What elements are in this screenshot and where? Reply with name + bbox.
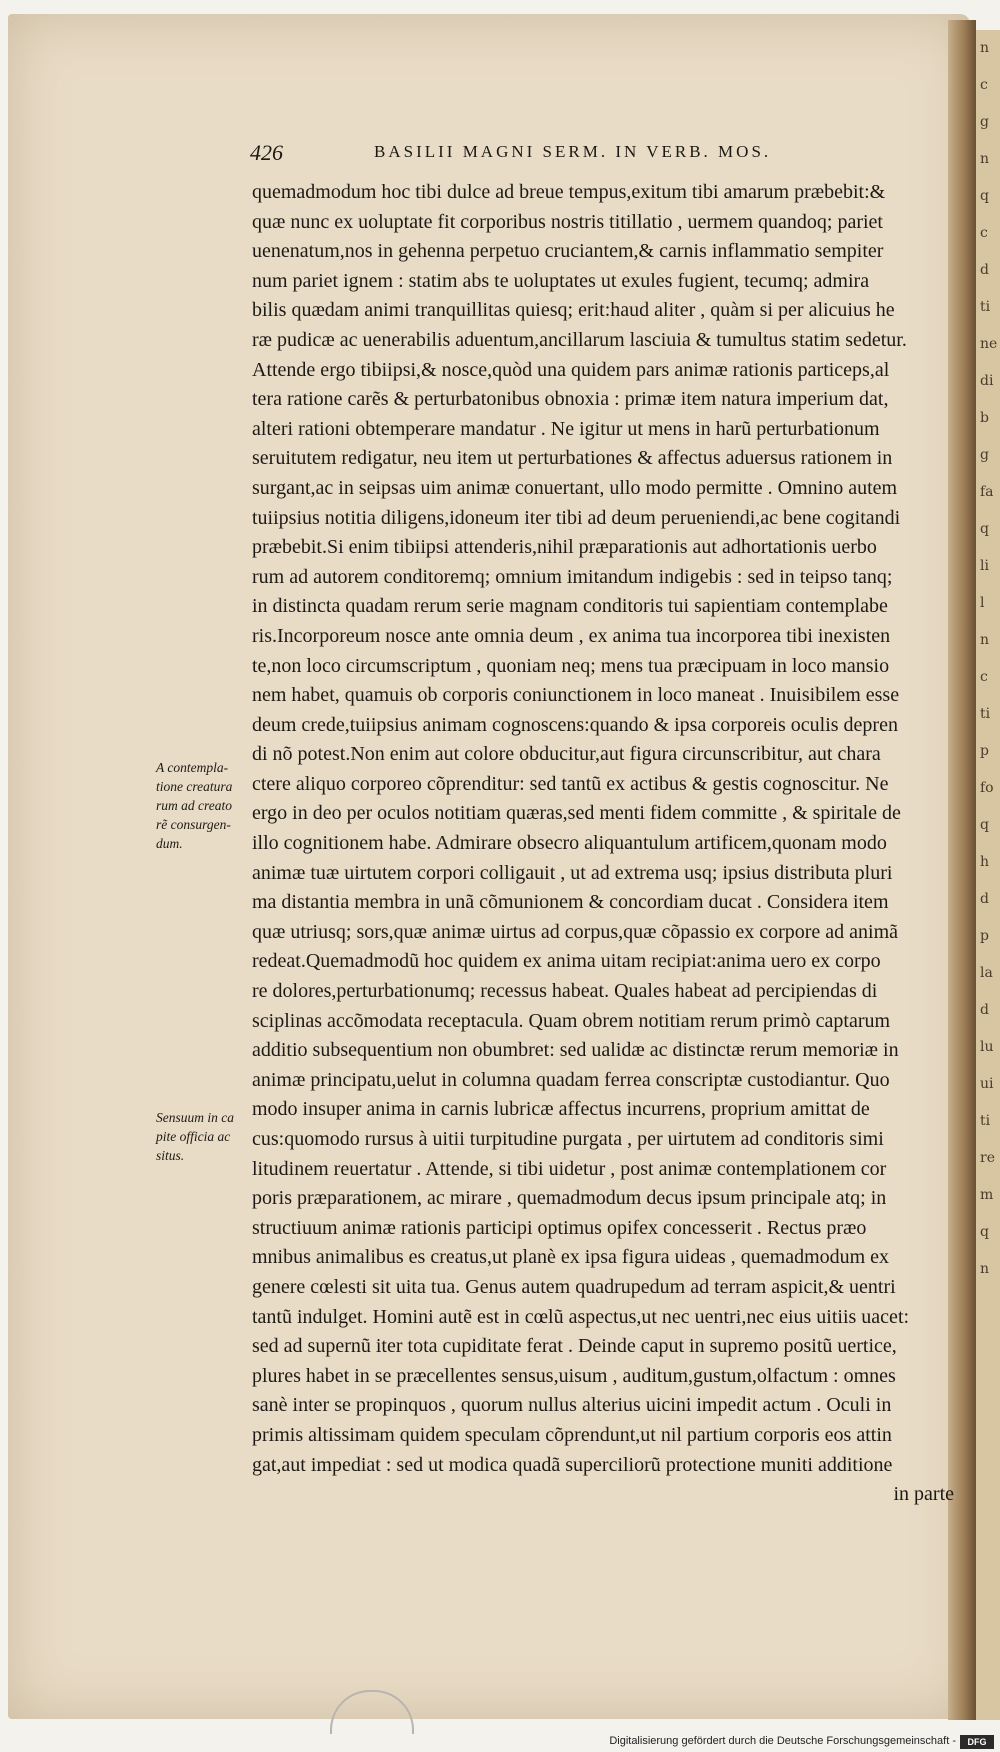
next-page-fragment: d bbox=[980, 262, 989, 278]
text-line: mnibus animalibus es creatus,ut planè ex ipsa figura uideas , quemadmodum ex bbox=[252, 1246, 890, 1269]
text-line: rum ad autorem conditoremq; omnium imitandum indigebis : sed in teipso tanq; bbox=[252, 565, 893, 588]
text-line: tantũ indulget. Homini autẽ est in cœlũ aspectus,ut nec uentri,nec eius uitiis uacet: bbox=[252, 1305, 910, 1328]
margin-note-line: situs. bbox=[156, 1148, 185, 1163]
next-page-fragment: b bbox=[980, 410, 989, 426]
next-page-fragment: ne bbox=[980, 336, 998, 352]
text-line: ris.Incorporeum nosce ante omnia deum , ex anima tua incorporea tibi inexisten bbox=[252, 624, 891, 647]
next-page-fragment: p bbox=[980, 928, 989, 944]
next-page-fragment: m bbox=[980, 1187, 994, 1203]
next-page-fragment: d bbox=[980, 1002, 989, 1018]
text-line: re dolores,perturbationumq; recessus habeat. Quales habeat ad percipiendas di bbox=[252, 980, 878, 1003]
next-page-fragment: ui bbox=[980, 1076, 994, 1092]
margin-note-senses bbox=[156, 1108, 260, 1165]
margin-note-line: Sensuum in ca bbox=[156, 1110, 234, 1125]
margin-note-contemplation bbox=[156, 758, 260, 853]
text-line: cus:quomodo rursus à uitii turpitudine purgata , per uirtutem ad conditoris simi bbox=[252, 1128, 884, 1150]
text-line: alteri rationi obtemperare mandatur . Ne igitur ut mens in harũ perturbationum bbox=[252, 417, 880, 440]
next-page-fragment: fo bbox=[980, 780, 994, 796]
next-page-fragment: di bbox=[980, 373, 994, 389]
text-line: quæ utriusq; sors,quæ animæ uirtus ad corpus,quæ cõpassio ex corpore ad animã bbox=[252, 920, 899, 943]
running-title: BASILII MAGNI SERM. IN VERB. MOS. bbox=[374, 142, 772, 161]
text-line: uenenatum,nos in gehenna perpetuo cruciantem,& carnis inflammatio sempiter bbox=[252, 240, 884, 263]
footer-credit: Digitalisierung gefördert durch die Deutsche Forschungsgemeinschaft - bbox=[609, 1735, 956, 1747]
next-page-fragment: n bbox=[980, 151, 990, 167]
next-page-fragment: q bbox=[980, 188, 989, 204]
text-line: surgant,ac in seipsas uim animæ conuertant, ullo modo permitte . Omnino autem bbox=[252, 476, 898, 499]
text-line: sciplinas accõmodata receptacula. Quam obrem notitiam rerum primò captarum bbox=[252, 1009, 891, 1032]
next-page-edge bbox=[976, 30, 1000, 1720]
margin-note-line: rẽ consurgen- bbox=[156, 817, 231, 832]
page-header bbox=[250, 140, 950, 174]
text-line: præbebit.Si enim tibiipsi attenderis,nihil præparationis aut adhortationis uerbo bbox=[252, 536, 877, 559]
text-line: sed ad supernũ iter tota cupiditate ferat . Deinde caput in supremo positũ uertice, bbox=[252, 1335, 897, 1358]
text-line: num pariet ignem : statim abs te uoluptates ut exules fugient, tecumq; admira bbox=[252, 269, 870, 292]
text-line: deum crede,tuiipsius animam cognoscens:quando & ipsa corporeis oculis depren bbox=[252, 713, 898, 736]
next-page-fragment: p bbox=[980, 743, 989, 759]
next-page-fragment: li bbox=[980, 558, 989, 574]
next-page-fragment: c bbox=[980, 77, 988, 93]
next-page-fragment: q bbox=[980, 521, 989, 537]
text-line: modo insuper anima in carnis lubricæ affectus incurrens, proprium amittat de bbox=[252, 1098, 870, 1121]
text-line: quæ nunc ex uoluptate fit corporibus nostris titillatio , uermem quandoq; pariet bbox=[252, 210, 883, 233]
text-line: di nõ potest.Non enim aut colore obducitur,aut figura circunscribitur, aut chara bbox=[252, 743, 881, 766]
text-line: animæ principatu,uelut in columna quadam ferrea conscriptæ custodiantur. Quo bbox=[252, 1068, 890, 1091]
next-page-fragment: lu bbox=[980, 1039, 994, 1055]
text-line: ergo in deo per oculos notitiam quæras,sed menti fidem committe , & spiritale de bbox=[252, 802, 901, 825]
margin-note-line: pite officia ac bbox=[156, 1129, 231, 1144]
dfg-logo: DFG bbox=[960, 1735, 994, 1749]
next-page-fragment: re bbox=[980, 1150, 995, 1166]
next-page-fragment: h bbox=[980, 854, 990, 870]
next-page-fragment: ti bbox=[980, 299, 991, 315]
margin-note-line: A contempla- bbox=[156, 760, 229, 775]
next-page-fragment: g bbox=[980, 447, 989, 463]
next-page-fragment: n bbox=[980, 1261, 990, 1277]
text-line: gat,aut impediat : sed ut modica quadã superciliorũ protectione muniti additione bbox=[252, 1453, 893, 1476]
text-line: bilis quædam animi tranquillitas quiesq; erit:haud aliter , quàm si per alicuius he bbox=[252, 299, 895, 322]
text-line: ma distantia membra in unã cõmunionem & concordiam ducat . Considera item bbox=[252, 891, 889, 914]
text-line: nem habet, quamuis ob corporis coniunctionem in loco maneat . Inuisibilem esse bbox=[252, 684, 900, 707]
next-page-fragment: g bbox=[980, 114, 989, 130]
text-line: animæ tuæ uirtutem corpori colligauit , ut ad extrema usq; ipsius distributa pluri bbox=[252, 861, 893, 884]
next-page-fragment: fa bbox=[980, 484, 994, 500]
next-page-fragment: n bbox=[980, 632, 990, 648]
text-line: structiuum animæ rationis participi optimus opifex concesserit . Rectus præo bbox=[252, 1216, 867, 1239]
text-line: tuiipsius notitia diligens,idoneum iter tibi ad deum perueniendi,ac bene cogitandi bbox=[252, 506, 901, 529]
next-page-fragment: q bbox=[980, 1224, 989, 1240]
text-line: ctere aliquo corporeo cõprenditur: sed tantũ ex actibus & gestis cognoscitur. Ne bbox=[252, 772, 889, 795]
text-line: illo cognitionem habe. Admirare obsecro aliquantulum artificem,quonam modo bbox=[252, 832, 887, 855]
text-line: tera ratione carẽs & perturbatonibus obnoxia : primæ item natura imperium dat, bbox=[252, 388, 889, 411]
text-line: te,non loco circumscriptum , quoniam neq; mens tua præcipuam in loco mansio bbox=[252, 654, 890, 677]
next-page-fragment: q bbox=[980, 817, 989, 833]
text-line: seruitutem redigatur, neu item ut perturbationes & affectus aduersus rationem in bbox=[252, 447, 893, 470]
text-line: Attende ergo tibiipsi,& nosce,quòd una quidem pars animæ rationis particeps,al bbox=[252, 358, 890, 381]
text-line: poris præparationem, ac mirare , quemadmodum decus ipsum principale atq; in bbox=[252, 1187, 887, 1210]
text-line: plures habet in se præcellentes sensus,uisum , auditum,gustum,olfactum : omnes bbox=[252, 1364, 896, 1387]
text-line: primis altissimam quidem speculam cõprendunt,ut nil partium corporis eos attin bbox=[252, 1423, 892, 1446]
text-line: additio subsequentium non obumbret: sed ualidæ ac distinctæ rerum memoriæ in bbox=[252, 1039, 899, 1062]
margin-note-line: rum ad creato bbox=[156, 798, 232, 813]
text-line: ræ pudicæ ac uenerabilis aduentum,ancillarum lasciuia & tumultus statim sedetur. bbox=[252, 328, 907, 351]
next-page-fragment: c bbox=[980, 225, 988, 241]
next-page-fragment: l bbox=[980, 595, 985, 611]
text-line: quemadmodum hoc tibi dulce ad breue tempus,exitum tibi amarum præbebit:& bbox=[252, 181, 886, 203]
text-line: sanè inter se propinquos , quorum nullus alterius uicini impedit actum . Oculi in bbox=[252, 1394, 892, 1417]
next-page-fragment: la bbox=[980, 965, 993, 981]
next-page-fragment: ti bbox=[980, 1113, 991, 1129]
next-page-fragment: ti bbox=[980, 706, 991, 722]
next-page-fragment: n bbox=[980, 40, 990, 56]
text-line: genere cœlesti sit uita tua. Genus autem quadrupedum ad terram aspicit,& uentri bbox=[252, 1275, 896, 1298]
margin-note-line: dum. bbox=[156, 836, 183, 851]
text-line: in distincta quadam rerum serie magnam conditoris tui sapientiam contemplabe bbox=[252, 595, 888, 618]
page-number: 426 bbox=[250, 140, 283, 165]
text-line: redeat.Quemadmodũ hoc quidem ex anima uitam recipiat:anima uero ex corpo bbox=[252, 950, 881, 973]
margin-note-line: tione creatura bbox=[156, 779, 233, 794]
catchword: in parte bbox=[893, 1483, 954, 1506]
text-line: litudinem reuertatur . Attende, si tibi uidetur , post animæ contemplationem cor bbox=[252, 1157, 887, 1180]
body-text bbox=[252, 178, 964, 1510]
next-page-fragment: d bbox=[980, 891, 989, 907]
next-page-fragment: c bbox=[980, 669, 988, 685]
